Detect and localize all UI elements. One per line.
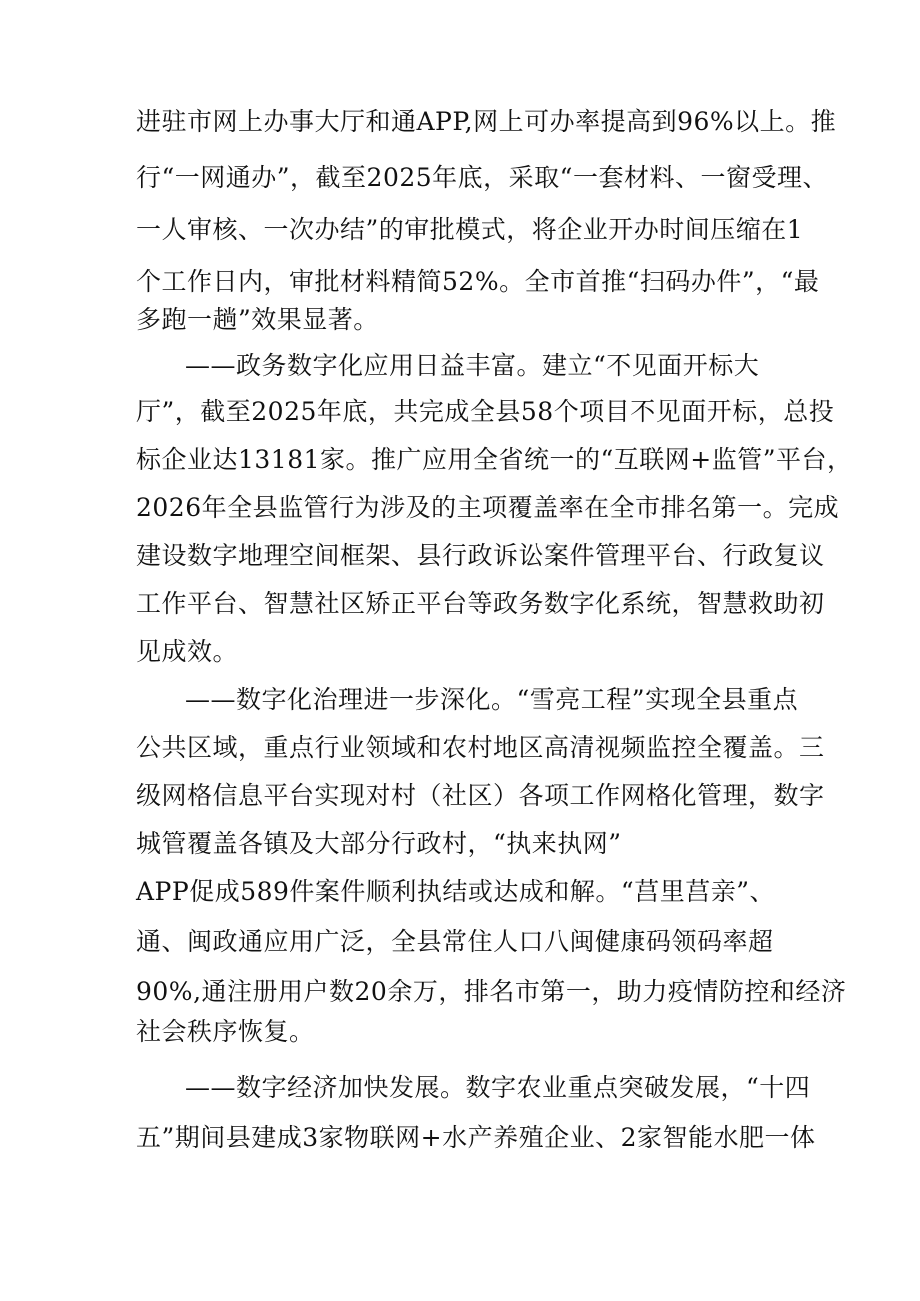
text-line: 级网格信息平台实现对村（社区）各项工作网格化管理，数字 (136, 781, 825, 810)
text-line: 厅”，截至2025年底，共完成全县58个项目不见面开标，总投 (136, 397, 835, 426)
text-line: 90%,通注册用户数20余万，排名市第一，助力疫情防控和经济 (136, 977, 847, 1006)
text-line: 见成效。 (136, 637, 239, 666)
text-line: 行“一网通办”，截至2025年底，采取“一套材料、一窗受理、 (136, 163, 828, 192)
text-line: 通、闽政通应用广泛，全县常住人口八闽健康码领码率超 (136, 927, 774, 956)
text-line: 社会秩序恢复。 (136, 1017, 315, 1046)
text-line: 多跑一趟”效果显著。 (136, 305, 379, 334)
text-line: 建设数字地理空间框架、县行政诉讼案件管理平台、行政复议 (136, 541, 825, 570)
text-line: 2026年全县监管行为涉及的主项覆盖率在全市排名第一。完成 (136, 493, 840, 522)
text-line: 进驻市网上办事大厅和通APP,网上可办率提高到96%以上。推 (136, 107, 837, 136)
paragraph-start-line: ——数字化治理进一步深化。“雪亮工程”实现全县重点 (185, 685, 799, 714)
text-line: 工作平台、智慧社区矫正平台等政务数字化系统，智慧救助初 (136, 589, 825, 618)
text-line: 城管覆盖各镇及大部分行政村，“执来执网” (136, 829, 622, 858)
text-line: 公共区域，重点行业领域和农村地区高清视频监控全覆盖。三 (136, 733, 825, 762)
text-line: APP促成589件案件顺利执结或达成和解。“莒里莒亲”、 (136, 877, 775, 906)
text-line: 一人审核、一次办结”的审批模式，将企业开办时间压缩在1 (136, 215, 804, 244)
paragraph-start-line: ——政务数字化应用日益丰富。建立“不见面开标大 (185, 351, 760, 380)
text-line: 个工作日内，审批材料精简52%。全市首推“扫码办件”，“最 (136, 267, 820, 296)
text-line: 标企业达13181家。推广应用全省统一的“互联网+监管”平台， (136, 445, 853, 474)
paragraph-start-line: ——数字经济加快发展。数字农业重点突破发展，“十四 (185, 1073, 811, 1102)
text-line: 五”期间县建成3家物联网+水产养殖企业、2家智能水肥一体 (136, 1123, 816, 1152)
